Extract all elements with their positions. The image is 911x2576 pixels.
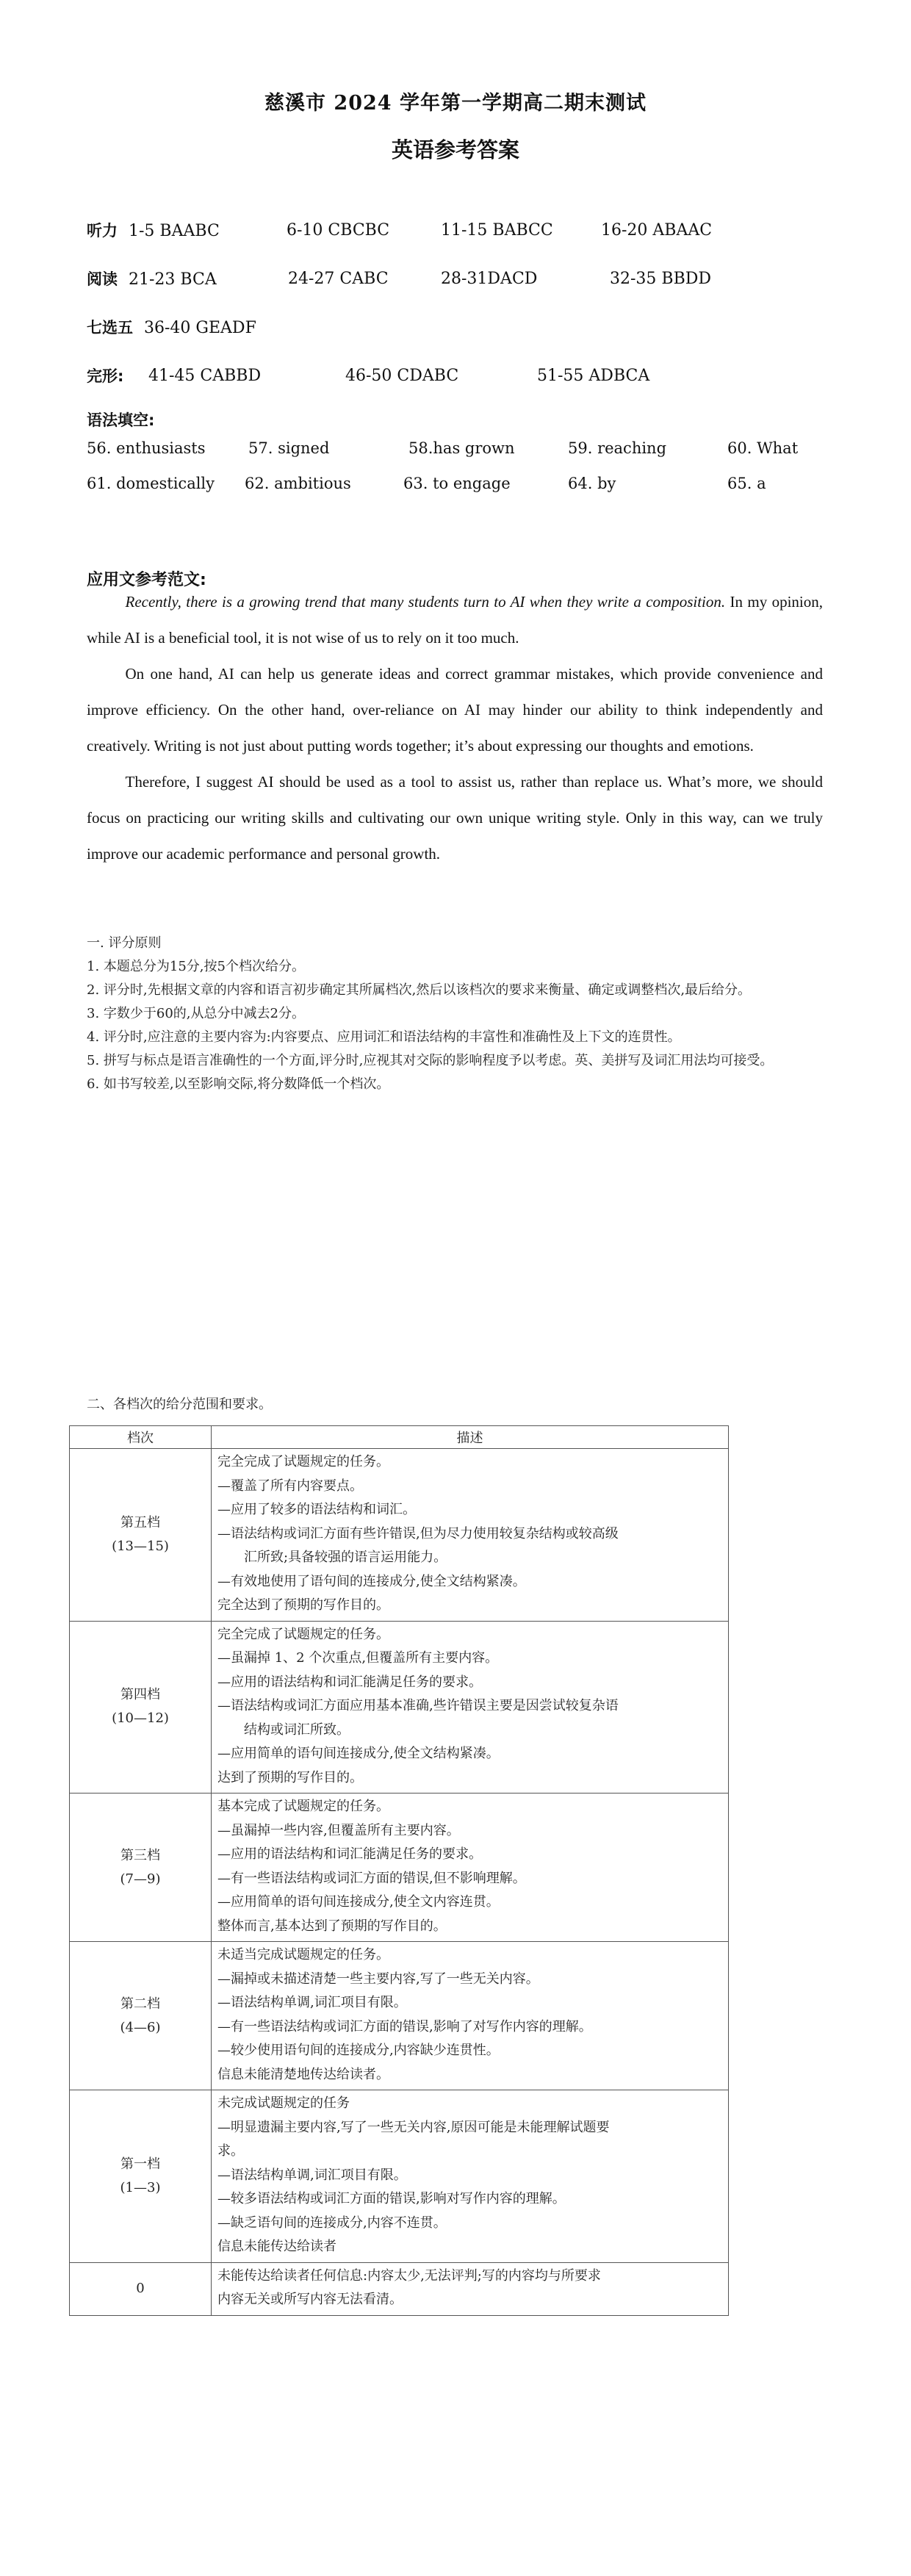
desc-line: —较少使用语句间的连接成分,内容缺少连贯性。	[217, 2043, 500, 2058]
desc-line: —语法结构单调,词汇项目有限。	[217, 2167, 407, 2183]
answers-listening	[87, 219, 713, 242]
desc-line: 汇所致;具备较强的语言运用能力。	[244, 1550, 447, 1565]
desc-line: —较多语法结构或词汇方面的错误,影响对写作内容的理解。	[217, 2191, 566, 2206]
essay-heading: 应用文参考范文:	[87, 571, 206, 589]
level-cell	[70, 1621, 212, 1794]
description-cell	[212, 2090, 729, 2263]
col-desc-header: 描述	[212, 1426, 729, 1449]
answer-group: 6-10 CBCBC	[287, 221, 390, 240]
desc-line: —语法结构单调,词汇项目有限。	[217, 1995, 407, 2010]
desc-line: 未适当完成试题规定的任务。	[217, 1947, 389, 1962]
essay-paragraph-2: On one hand, AI can help us generate ideas and correct grammar mistakes, which provide convenience and improve efficiency. On the other hand, over-reliance on AI may hinder our ability to think independently and creatively. Writing is not just about putting words together; it’s about expressing our thoughts and emotions.	[87, 665, 823, 755]
principle-item: 1. 本题总分为15分,按5个档次给分。	[87, 959, 305, 974]
grammar-answer: 65. a	[727, 475, 766, 492]
principles-heading: 一. 评分原则	[87, 935, 162, 951]
essay-p1-rest: In my opinion, while AI is a beneficial tool, it is not wise of us to rely on it too much.	[87, 593, 824, 647]
description-cell	[212, 1621, 729, 1794]
desc-line: 完全完成了试题规定的任务。	[217, 1454, 389, 1469]
level-name: 第四档	[120, 1687, 160, 1703]
grammar-label	[87, 409, 160, 432]
description-cell	[212, 1794, 729, 1942]
desc-line: 内容无关或所写内容无法看清。	[217, 2292, 403, 2307]
principle-item: 6. 如书写较差,以至影响交际,将分数降低一个档次。	[87, 1076, 390, 1092]
level-cell	[70, 1942, 212, 2090]
level-name: 第三档	[120, 1847, 160, 1863]
essay-p1-italic: Recently, there is a growing trend that many students turn to AI when they write a composition.	[125, 593, 726, 611]
desc-line: —有一些语法结构或词汇方面的错误,影响了对写作内容的理解。	[217, 2018, 592, 2034]
desc-line: —应用的语法结构和词汇能满足任务的要求。	[217, 1674, 482, 1690]
answer-group: 28-31DACD	[441, 270, 538, 288]
principle-item: 3. 字数少于60的,从总分中减去2分。	[87, 1006, 305, 1021]
desc-line: 完全达到了预期的写作目的。	[217, 1597, 389, 1613]
level-range: (10—12)	[112, 1710, 169, 1727]
table-row	[70, 1449, 729, 1622]
desc-line: 基本完成了试题规定的任务。	[217, 1799, 389, 1814]
desc-line: —虽漏掉一些内容,但覆盖所有主要内容。	[217, 1822, 460, 1838]
scoring-principles	[87, 932, 821, 1096]
table-row	[70, 1942, 729, 2090]
principle-item: 2. 评分时,先根据文章的内容和语言初步确定其所属档次,然后以该档次的要求来衡量、确定或调整档次,最后给分。	[87, 982, 752, 998]
answer-group: 21-23 BCA	[129, 270, 217, 289]
essay-body	[87, 584, 823, 872]
description-cell	[212, 1449, 729, 1622]
desc-line: —应用了较多的语法结构和词汇。	[217, 1502, 416, 1517]
desc-line: —明显遗漏主要内容,写了一些无关内容,原因可能是未能理解试题要	[217, 2119, 610, 2135]
document-subtitle: 英语参考答案	[391, 137, 519, 162]
grammar-answer: 62. ambitious	[245, 475, 351, 492]
col-level-header: 档次	[70, 1426, 212, 1449]
answer-group: 24-27 CABC	[288, 270, 389, 288]
desc-line: —应用简单的语句间连接成分,使全文结构紧凑。	[217, 1746, 500, 1761]
essay-paragraph-1	[87, 584, 823, 656]
principle-item: 5. 拼写与标点是语言准确性的一个方面,评分时,应视其对交际的影响程度予以考虑。英、美拼写及词汇用法均可接受。	[87, 1053, 774, 1068]
level-name: 第五档	[120, 1514, 160, 1530]
desc-line: —覆盖了所有内容要点。	[217, 1478, 363, 1494]
answer-group: 1-5 BAABC	[129, 222, 220, 240]
grammar-answer: 58.has grown	[408, 439, 515, 457]
desc-line: 未完成试题规定的任务	[217, 2095, 350, 2111]
principle-item: 4. 评分时,应注意的主要内容为:内容要点、应用词汇和语法结构的丰富性和准确性及上下文的连贯性。	[87, 1029, 681, 1045]
level-range: (1—3)	[120, 2179, 161, 2195]
answer-group: 46-50 CDABC	[345, 367, 459, 385]
desc-line: —缺乏语句间的连接成分,内容不连贯。	[217, 2215, 447, 2231]
table-row	[70, 2262, 729, 2315]
scoring-table	[69, 1425, 729, 2316]
grammar-answer: 60. What	[727, 439, 799, 457]
level-name: 第二档	[120, 1996, 160, 2012]
essay-paragraph-3: Therefore, I suggest AI should be used as a tool to assist us, rather than replace us. What’s more, we should focus on practicing our writing skills and cultivating our own unique writing style. Only in this way, can we truly improve our academic performance and personal growth.	[87, 773, 823, 863]
answers-reading	[87, 267, 712, 291]
level-cell	[70, 2262, 212, 2315]
answers-cloze	[87, 364, 650, 388]
desc-line: —语法结构或词汇方面有些许错误,但为尽力使用较复杂结构或较高级	[217, 1525, 619, 1541]
desc-line: 信息未能清楚地传达给读者。	[217, 2066, 389, 2082]
level-name: 0	[136, 2281, 145, 2296]
desc-line: 未能传达给读者任何信息:内容太少,无法评判;写的内容均与所要求	[217, 2267, 601, 2284]
desc-line: 求。	[217, 2143, 244, 2159]
listening-label: 听力	[87, 222, 118, 240]
desc-line: —应用简单的语句间连接成分,使全文内容连贯。	[217, 1894, 500, 1910]
desc-line: —有效地使用了语句间的连接成分,使全文结构紧凑。	[217, 1573, 526, 1589]
grammar-answer: 61. domestically	[87, 475, 215, 492]
grammar-answer: 57. signed	[248, 439, 330, 457]
desc-line: 达到了预期的写作目的。	[217, 1769, 363, 1785]
level-cell	[70, 1794, 212, 1942]
answers-seven	[87, 316, 256, 339]
desc-line: —漏掉或未描述清楚一些主要内容,写了一些无关内容。	[217, 1971, 539, 1987]
answer-group: 32-35 BBDD	[610, 270, 712, 288]
grammar-answer: 56. enthusiasts	[87, 439, 206, 457]
grammar-answer: 64. by	[568, 475, 616, 492]
table-row	[70, 1794, 729, 1942]
level-range: (13—15)	[112, 1538, 169, 1554]
desc-line: 完全完成了试题规定的任务。	[217, 1626, 389, 1642]
desc-line: 结构或词汇所致。	[244, 1721, 350, 1738]
answer-group: 51-55 ADBCA	[537, 367, 650, 385]
answer-group: 11-15 BABCC	[441, 221, 553, 240]
table-row	[70, 1621, 729, 1794]
level-range: (4—6)	[120, 2019, 161, 2035]
answer-group: 16-20 ABAAC	[601, 221, 713, 240]
level-range: (7—9)	[120, 1871, 161, 1887]
scoring-levels-heading: 二、各档次的给分范围和要求。	[87, 1397, 272, 1412]
desc-line: 整体而言,基本达到了预期的写作目的。	[217, 1918, 447, 1934]
grammar-label-text: 语法填空:	[87, 411, 155, 429]
answer-group: 41-45 CABBD	[148, 367, 262, 385]
level-cell	[70, 2090, 212, 2263]
grammar-answer: 59. reaching	[568, 439, 667, 457]
cloze-label: 完形:	[87, 367, 124, 385]
answer-group: 36-40 GEADF	[144, 319, 256, 337]
desc-line: —应用的语法结构和词汇能满足任务的要求。	[217, 1846, 482, 1862]
document-title: 慈溪市 2024 学年第一学期高二期末测试	[264, 92, 647, 115]
table-row	[70, 2090, 729, 2263]
desc-line: —有一些语法结构或词汇方面的错误,但不影响理解。	[217, 1870, 526, 1886]
desc-line: —虽漏掉 1、2 个次重点,但覆盖所有主要内容。	[217, 1650, 499, 1666]
grammar-answer: 63. to engage	[403, 475, 511, 492]
desc-line: 信息未能传达给读者	[217, 2239, 336, 2254]
level-name: 第一档	[120, 2156, 160, 2172]
reading-label: 阅读	[87, 270, 118, 288]
level-cell	[70, 1449, 212, 1622]
table-header-row	[70, 1426, 729, 1449]
seven-label: 七选五	[87, 319, 133, 337]
desc-line: —语法结构或词汇方面应用基本准确,些许错误主要是因尝试较复杂语	[217, 1698, 619, 1713]
description-cell	[212, 1942, 729, 2090]
description-cell	[212, 2262, 729, 2315]
